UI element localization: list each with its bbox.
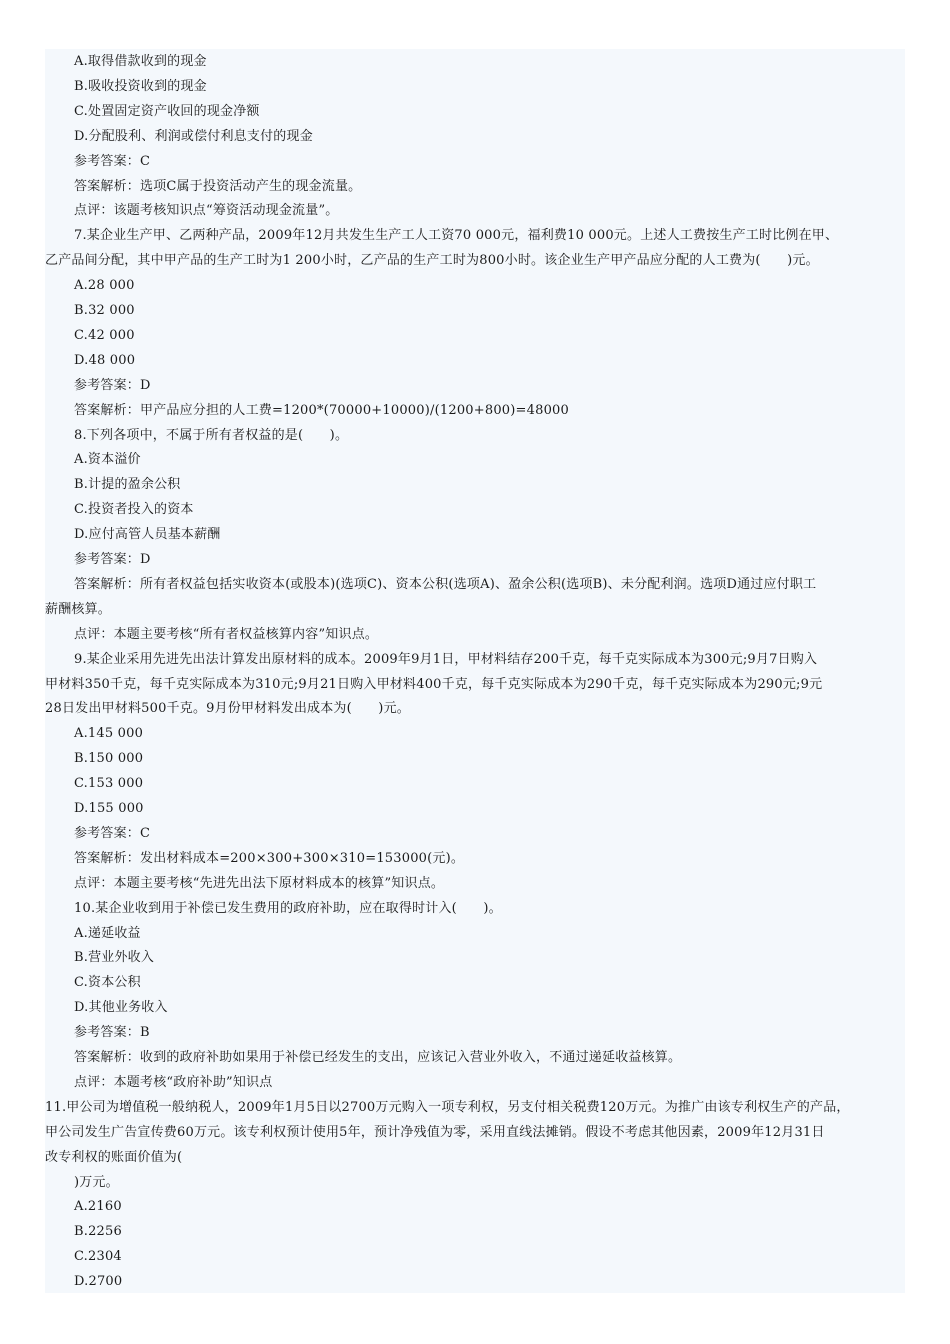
text-line: C.投资者投入的资本 [74, 502, 194, 518]
text-line: 甲公司发生广告宣传费60万元。该专利权预计使用5年，预计净残值为零，采用直线法摊销。假设不考虑其他因素，2009年12月31日 [45, 1124, 825, 1140]
text-line: 点评：本题主要考核“所有者权益核算内容”知识点。 [74, 626, 379, 642]
text-line: C.资本公积 [74, 975, 141, 991]
text-line: C.153 000 [74, 776, 144, 792]
text-line: 答案解析：选项C属于投资活动产生的现金流量。 [74, 178, 362, 194]
text-line: 8.下列各项中，不属于所有者权益的是( )。 [74, 427, 349, 443]
text-line: C.处置固定资产收回的现金净额 [74, 103, 260, 119]
text-line: C.2304 [74, 1249, 122, 1265]
text-line: 薪酬核算。 [45, 601, 112, 617]
text-line: B.计提的盈余公积 [74, 477, 181, 493]
text-line: D.2700 [74, 1274, 123, 1290]
text-line: 乙产品间分配，其中甲产品的生产工时为1 200小时，乙产品的生产工时为800小时。该企业生产甲产品应分配的人工费为( )元。 [45, 253, 819, 269]
text-line: D.其他业务收入 [74, 1000, 168, 1016]
text-line: A.145 000 [74, 726, 144, 742]
text-line: A.资本溢价 [74, 452, 141, 468]
text-line: 改专利权的账面价值为( [45, 1149, 183, 1165]
text-line: 参考答案：B [74, 1025, 150, 1041]
text-line: )万元。 [74, 1174, 119, 1190]
text-line: A.递延收益 [74, 925, 141, 941]
text-line: A.28 000 [74, 278, 135, 294]
text-line: D.应付高管人员基本薪酬 [74, 527, 221, 543]
text-line: B.营业外收入 [74, 950, 155, 966]
text-line: 答案解析：所有者权益包括实收资本(或股本)(选项C)、资本公积(选项A)、盈余公积(选项B)、未分配利润。选项D通过应付职工 [74, 576, 817, 592]
text-line: 7.某企业生产甲、乙两种产品，2009年12月共发生生产工人工资70 000元，福利费10 000元。上述人工费按生产工时比例在甲、 [74, 228, 839, 244]
text-line: B.32 000 [74, 303, 135, 318]
text-line: D.155 000 [74, 801, 144, 816]
text-line: 28日发出甲材料500千克。9月份甲材料发出成本为( )元。 [45, 701, 410, 717]
text-line: 甲材料350千克，每千克实际成本为310元;9月21日购入甲材料400千克，每千克实际成本为290千克，每千克实际成本为290元;9元 [45, 676, 823, 692]
text-line: D.48 000 [74, 352, 136, 368]
text-line: D.分配股利、利润或偿付利息支付的现金 [74, 128, 313, 144]
text-line: 答案解析：甲产品应分担的人工费=1200*(70000+10000)/(1200+800)=48000 [74, 402, 569, 418]
text-line: B.2256 [74, 1224, 122, 1240]
text-line: A.2160 [74, 1199, 122, 1215]
text-line: 参考答案：C [74, 825, 151, 841]
text-line: B.150 000 [74, 751, 144, 767]
text-line: 点评：该题考核知识点“筹资活动现金流量”。 [74, 203, 339, 219]
text-line: 答案解析：发出材料成本=200×300+300×310=153000(元)。 [74, 850, 465, 866]
text-line: A.取得借款收到的现金 [74, 54, 207, 69]
text-line: 11.甲公司为增值税一般纳税人，2009年1月5日以2700万元购入一项专利权，另支付相关税费120万元。为推广由该专利权生产的产品， [45, 1099, 850, 1115]
text-line: 参考答案：D [74, 552, 151, 567]
text-line: 点评：本题主要考核“先进先出法下原材料成本的核算”知识点。 [74, 875, 445, 891]
text-line: 点评：本题考核“政府补助”知识点 [74, 1074, 273, 1090]
text-line: 参考答案：D [74, 377, 151, 393]
text-line: 参考答案：C [74, 153, 151, 169]
text-line: C.42 000 [74, 327, 135, 343]
document-page [45, 49, 905, 1293]
text-line: B.吸收投资收到的现金 [74, 78, 207, 94]
text-line: 9.某企业采用先进先出法计算发出原材料的成本。2009年9月1日，甲材料结存200千克，每千克实际成本为300元;9月7日购入 [74, 651, 818, 667]
text-line: 答案解析：收到的政府补助如果用于补偿已经发生的支出，应该记入营业外收入，不通过递延收益核算。 [74, 1050, 682, 1065]
text-line: 10.某企业收到用于补偿已发生费用的政府补助，应在取得时计入( )。 [74, 900, 502, 916]
